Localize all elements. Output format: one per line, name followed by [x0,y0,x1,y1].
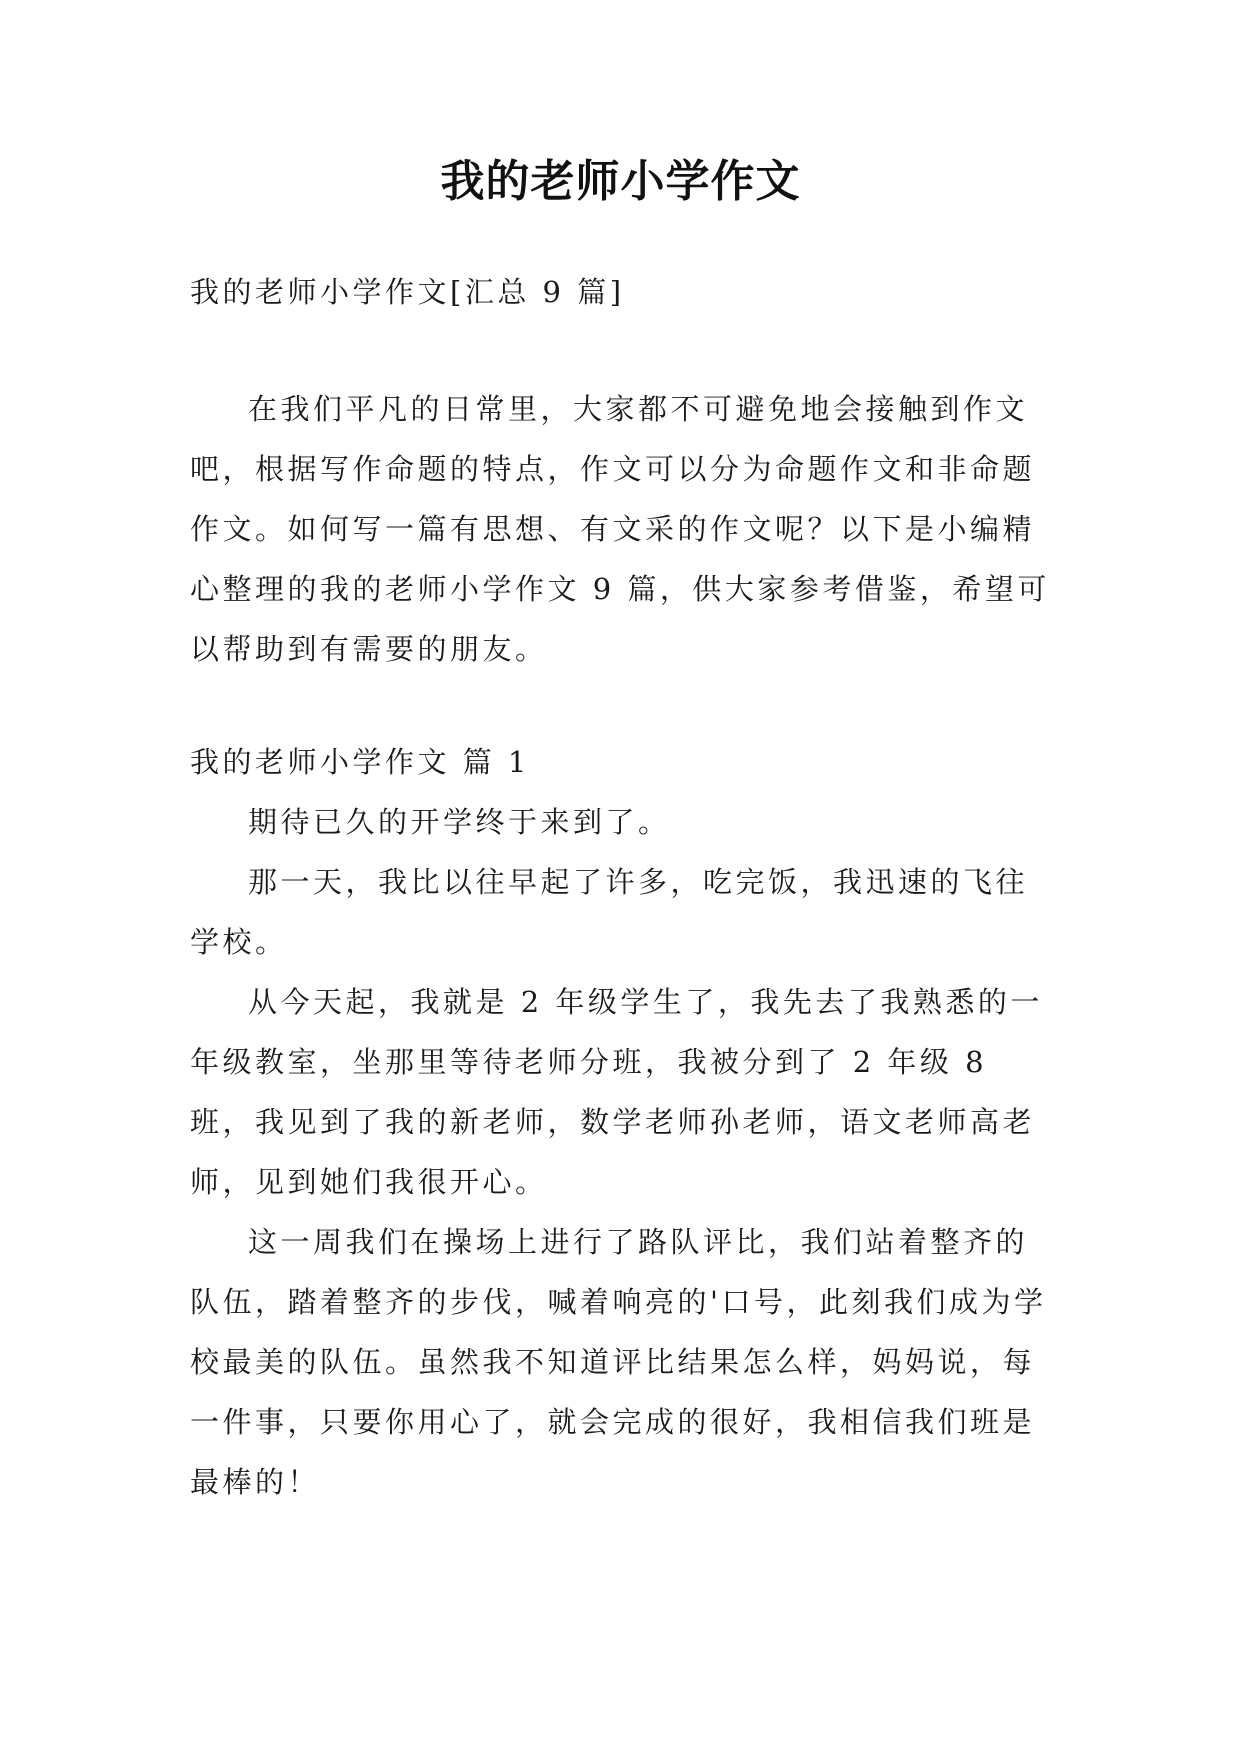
body-paragraph: 期待已久的开学终于来到了。 [248,805,671,839]
intro-paragraph: 在我们平凡的日常里，大家都不可避免地会接触到作文吧，根据写作命题的特点，作文可以分为命题作文和非命题作文。如何写一篇有思想、有文采的作文呢？以下是小编精心整理的我的老师小学作文 9 篇，供大家参考借鉴，希望可以帮助到有需要的朋友。 [190,392,1050,666]
spacer [190,679,1055,732]
spacer [190,322,1055,379]
body-paragraph: 这一周我们在操场上进行了路队评比，我们站着整齐的队伍，踏着整齐的步伐，喊着响亮的'口号，此刻我们成为学校最美的队伍。虽然我不知道评比结果怎么样，妈妈说，每一件事，只要你用心了，就会完成的很好，我相信我们班是最棒的！ [190,1225,1047,1499]
body-paragraph: 那一天，我比以往早起了许多，吃完饭，我迅速的飞往学校。 [190,865,1029,959]
document-body [190,262,1055,1512]
body-paragraph: 从今天起，我就是 2 年级学生了，我先去了我熟悉的一年级教室，坐那里等待老师分班，我被分到了 2 年级 8 班，我见到了我的新老师，数学老师孙老师，语文老师高老师，见到她们我很开心。 [190,985,1043,1199]
document-title: 我的老师小学作文 [440,156,801,207]
document-subtitle: 我的老师小学作文[汇总 9 篇] [190,275,625,309]
section-heading: 我的老师小学作文 篇 1 [190,745,530,779]
